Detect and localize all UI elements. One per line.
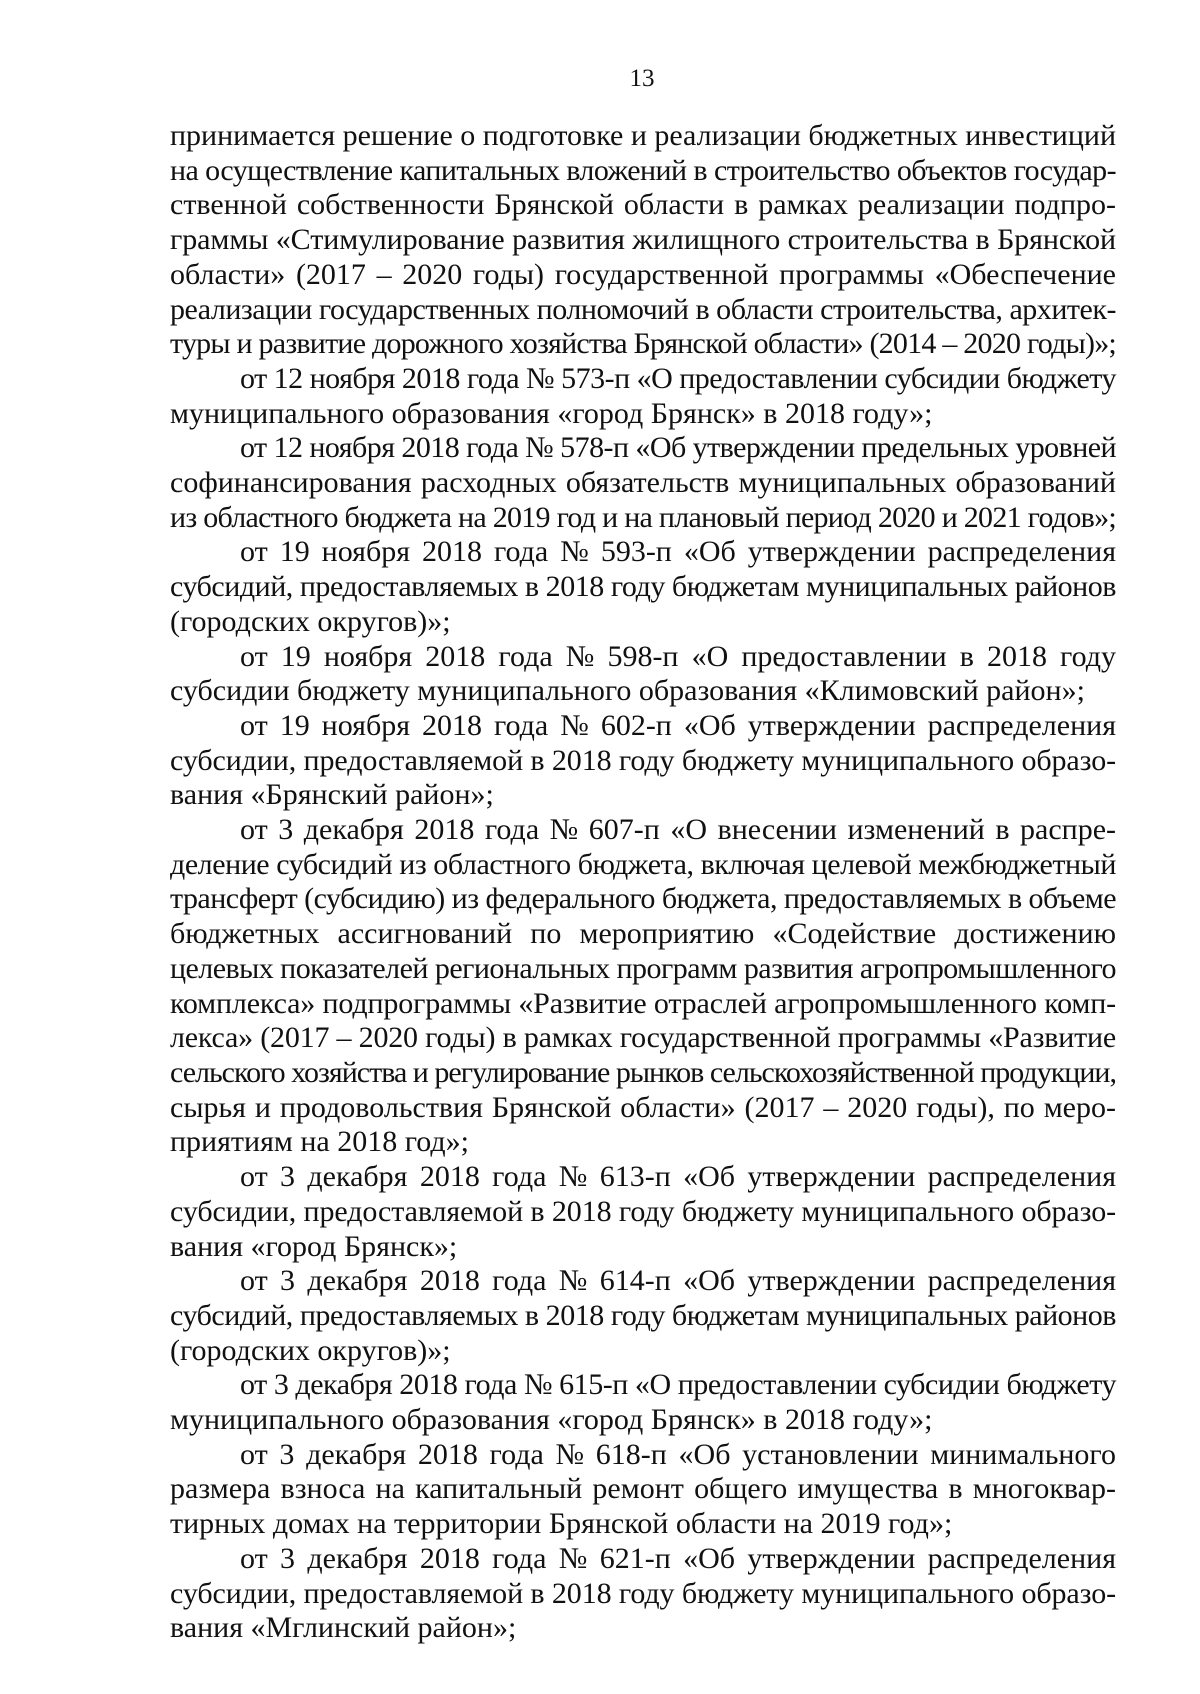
text-line: (городских округов)»; [170, 604, 451, 638]
text-line: муниципального образования «город Брянск» в 2018 году»; [170, 1403, 933, 1437]
page-number: 13 [629, 65, 655, 92]
paragraph [170, 1368, 1116, 1437]
text-line: от 3 декабря 2018 года № 621-п «Об утверждении распределения [240, 1541, 1116, 1575]
paragraph [170, 640, 1116, 709]
text-line: целевых показателей региональных программ развития агропромышленного [170, 951, 1116, 985]
text-line: ственной собственности Брянской области в рамках реализации подпро- [170, 188, 1116, 222]
text-line: субсидии, предоставляемой в 2018 году бюджету муниципального образо- [170, 1576, 1116, 1610]
text-line: (городских округов)»; [170, 1333, 451, 1367]
document-body [170, 119, 1116, 1646]
text-line: приятиям на 2018 год»; [170, 1125, 470, 1159]
text-line: бюджетных ассигнований по мероприятию «Содействие достижению [170, 917, 1116, 951]
paragraph [170, 1160, 1116, 1264]
text-line: от 19 ноября 2018 года № 602-п «Об утверждении распределения [240, 708, 1116, 742]
paragraph [170, 709, 1116, 813]
text-line: на осуществление капитальных вложений в строительство объектов государ- [170, 153, 1116, 187]
text-line: граммы «Стимулирование развития жилищного строительства в Брянской [170, 223, 1116, 257]
text-line: софинансирования расходных обязательств муниципальных образований [170, 466, 1116, 500]
text-line: принимается решение о подготовке и реализации бюджетных инвестиций [170, 119, 1116, 152]
text-line: субсидии бюджету муниципального образования «Климовский район»; [170, 674, 1085, 708]
text-line: вания «город Брянск»; [170, 1229, 458, 1263]
paragraph [170, 1542, 1116, 1646]
text-line: размера взноса на капитальный ремонт общего имущества в многоквар- [170, 1472, 1116, 1506]
text-line: от 12 ноября 2018 года № 573-п «О предоставлении субсидии бюджету [240, 361, 1116, 395]
paragraph [170, 362, 1116, 431]
text-line: от 19 ноября 2018 года № 598-п «О предоставлении в 2018 году [240, 639, 1116, 673]
text-line: трансферт (субсидию) из федерального бюджета, предоставляемых в объеме [170, 882, 1116, 916]
text-line: от 3 декабря 2018 года № 614-п «Об утверждении распределения [240, 1264, 1116, 1298]
paragraph [170, 813, 1116, 1160]
text-line: тирных домах на территории Брянской области на 2019 год»; [170, 1507, 953, 1541]
text-line: от 12 ноября 2018 года № 578-п «Об утверждении предельных уровней [240, 431, 1116, 465]
text-line: от 3 декабря 2018 года № 607-п «О внесении изменений в распре- [240, 813, 1116, 847]
text-line: реализации государственных полномочий в области строительства, архитек- [170, 292, 1116, 326]
text-line: сельского хозяйства и регулирование рынков сельскохозяйственной продукции, [170, 1055, 1116, 1089]
text-line: муниципального образования «город Брянск» в 2018 году»; [170, 396, 933, 430]
text-line: от 19 ноября 2018 года № 593-п «Об утверждении распределения [240, 535, 1116, 569]
text-line: субсидии, предоставляемой в 2018 году бюджету муниципального образо- [170, 743, 1116, 777]
text-line: сырья и продовольствия Брянской области» (2017 – 2020 годы), по меро- [170, 1090, 1116, 1124]
paragraph [170, 535, 1116, 639]
text-line: от 3 декабря 2018 года № 613-п «Об утверждении распределения [240, 1160, 1116, 1194]
text-line: вания «Мглинский район»; [170, 1611, 517, 1645]
text-line: от 3 декабря 2018 года № 615-п «О предоставлении субсидии бюджету [240, 1368, 1116, 1402]
text-line: области» (2017 – 2020 годы) государственной программы «Обеспечение [170, 257, 1116, 291]
paragraph [170, 1264, 1116, 1368]
text-line: деление субсидий из областного бюджета, включая целевой межбюджетный [170, 847, 1116, 881]
paragraph [170, 119, 1116, 362]
text-line: субсидий, предоставляемых в 2018 году бюджетам муниципальных районов [170, 1298, 1116, 1332]
text-line: туры и развитие дорожного хозяйства Брянской области» (2014 – 2020 годы)»; [170, 327, 1116, 361]
text-line: вания «Брянский район»; [170, 778, 494, 812]
paragraph [170, 1438, 1116, 1542]
text-line: лекса» (2017 – 2020 годы) в рамках государственной программы «Развитие [170, 1021, 1117, 1055]
text-line: субсидии, предоставляемой в 2018 году бюджету муниципального образо- [170, 1194, 1116, 1228]
text-line: из областного бюджета на 2019 год и на плановый период 2020 и 2021 годов»; [170, 500, 1116, 534]
text-line: субсидий, предоставляемых в 2018 году бюджетам муниципальных районов [170, 570, 1116, 604]
text-line: от 3 декабря 2018 года № 618-п «Об установлении минимального [240, 1437, 1116, 1471]
paragraph [170, 431, 1116, 535]
text-line: комплекса» подпрограммы «Развитие отраслей агропромышленного комп- [170, 986, 1116, 1020]
